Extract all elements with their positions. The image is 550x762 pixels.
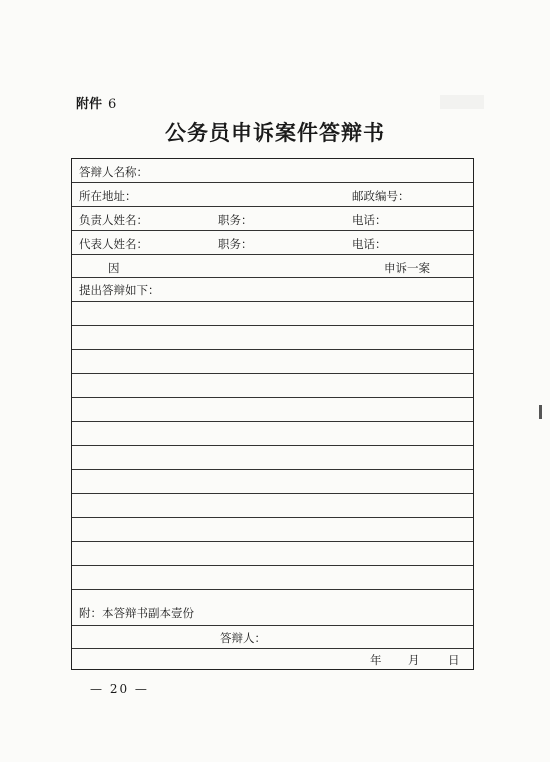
writing-line: [72, 445, 473, 446]
case-suffix-label: 申诉一案: [384, 261, 430, 275]
writing-line: [72, 541, 473, 542]
row-case: [72, 255, 473, 278]
row-signature: [72, 626, 473, 648]
attachment-label: [76, 93, 116, 112]
day-label: 日: [448, 653, 460, 667]
writing-line: [72, 349, 473, 350]
because-label: 因: [108, 261, 120, 275]
row-responsible-person: [72, 207, 473, 231]
respondent-sign-label: 答辩人：: [220, 631, 266, 645]
attachment-number: 6: [108, 97, 117, 112]
reply-form: [71, 158, 474, 670]
year-label: 年: [370, 653, 382, 667]
attachment-note-label: 附：本答辩书副本壹份: [79, 606, 194, 620]
writing-line: [72, 421, 473, 422]
month-label: 月: [408, 653, 420, 667]
document-title: 公务员申诉案件答辩书: [165, 120, 385, 145]
writing-line: [72, 565, 473, 566]
writing-line: [72, 397, 473, 398]
attachment-text: 附件: [76, 97, 103, 112]
representative-phone-label: 电话：: [352, 237, 387, 251]
row-date: [72, 649, 473, 669]
writing-line: [72, 325, 473, 326]
writing-line: [72, 589, 473, 590]
respondent-name-label: 答辩人名称：: [79, 165, 148, 179]
writing-line: [72, 517, 473, 518]
writing-line: [72, 493, 473, 494]
writing-line: [72, 301, 473, 302]
row-representative: [72, 231, 473, 255]
row-attachment-note: [72, 600, 473, 624]
representative-position-label: 职务：: [218, 237, 253, 251]
responsible-phone-label: 电话：: [352, 213, 387, 227]
row-address: [72, 183, 473, 207]
responsible-position-label: 职务：: [218, 213, 253, 227]
scan-edge-mark: [539, 405, 542, 419]
row-reply-intro: [72, 278, 473, 300]
bleed-through-mark: [440, 95, 484, 109]
postcode-label: 邮政编号：: [352, 189, 410, 203]
writing-line: [72, 469, 473, 470]
responsible-name-label: 负责人姓名：: [79, 213, 148, 227]
reply-intro-label: 提出答辩如下：: [79, 283, 160, 297]
address-label: 所在地址：: [79, 189, 137, 203]
writing-line: [72, 373, 473, 374]
page-number: — 20 —: [90, 682, 149, 696]
row-respondent-name: [72, 159, 473, 183]
representative-name-label: 代表人姓名：: [79, 237, 148, 251]
